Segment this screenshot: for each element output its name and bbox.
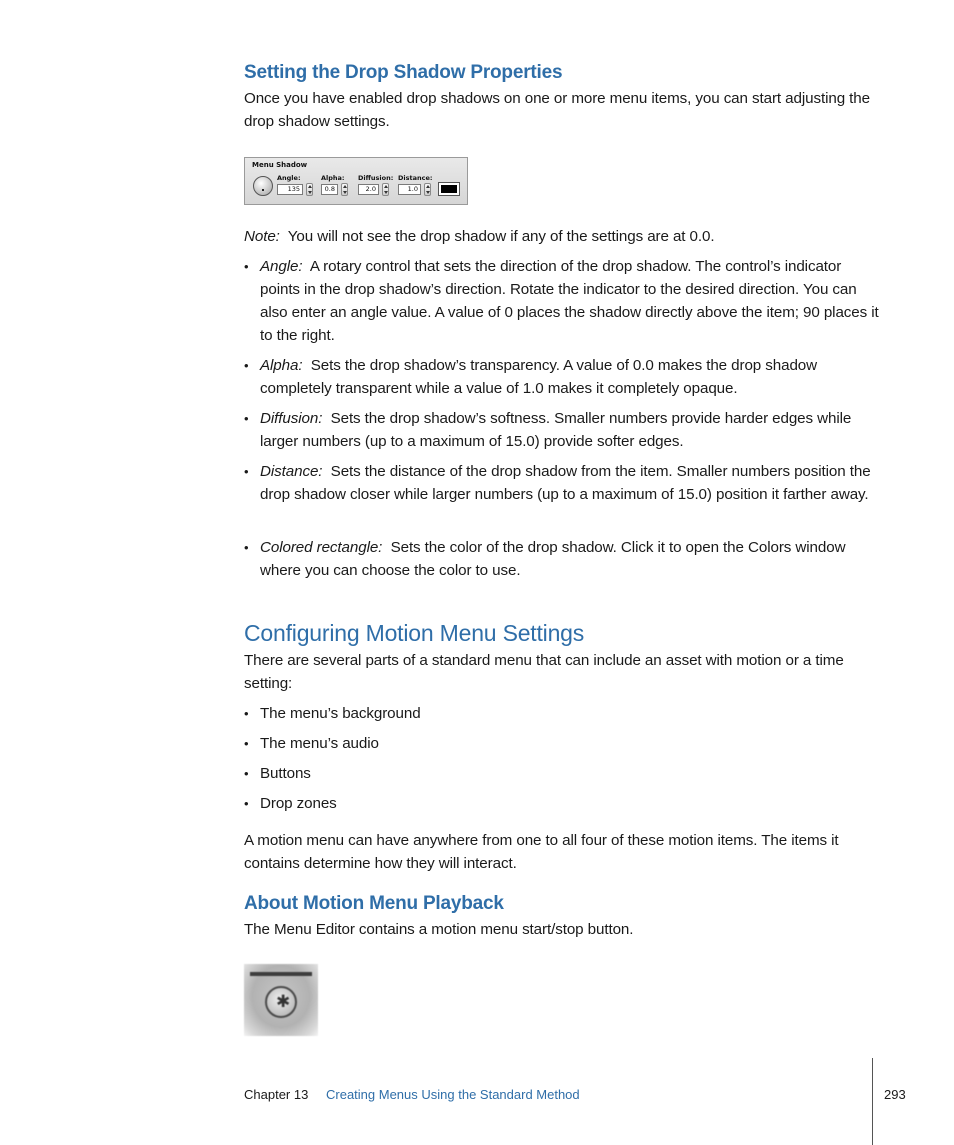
menu-shadow-panel — [244, 157, 468, 205]
section-intro-motion-menu: There are several parts of a standard menu that can include an asset with motion or a time setting: — [244, 652, 844, 692]
list-item — [244, 732, 884, 755]
angle-label: Angle: — [277, 174, 301, 182]
section-heading-drop-shadow: Setting the Drop Shadow Properties — [244, 62, 563, 83]
bullet-dot: • — [244, 706, 249, 721]
running-figure-icon: ✱ — [265, 986, 297, 1018]
distance-stepper[interactable] — [424, 183, 431, 196]
list-item-text: Drop zones — [260, 795, 337, 812]
note-text: You will not see the drop shadow if any of the settings are at 0.0. — [287, 228, 715, 245]
bullet-dot: • — [244, 358, 249, 373]
list-item — [244, 460, 884, 506]
swatch-fill — [441, 185, 457, 193]
list-item — [244, 536, 884, 582]
page-number: 293 — [884, 1087, 906, 1102]
motion-start-stop-button-image — [244, 964, 318, 1036]
footer-chapter: Chapter 13 — [244, 1087, 309, 1102]
bullet-dot: • — [244, 736, 249, 751]
list-item — [244, 792, 884, 815]
bullet-term-alpha: Alpha: — [260, 357, 303, 374]
bullet-dot: • — [244, 796, 249, 811]
list-item — [244, 255, 884, 347]
bullet-text-alpha: Sets the drop shadow’s transparency. A value of 0.0 makes the drop shadow completely transparent while a value of 1.0 makes it completely opaque. — [260, 357, 818, 397]
section-heading-playback: About Motion Menu Playback — [244, 893, 504, 914]
diffusion-field[interactable]: 2.0 — [358, 184, 379, 195]
distance-field[interactable]: 1.0 — [398, 184, 421, 195]
angle-dial[interactable] — [253, 176, 273, 196]
bullet-text-diffusion: Sets the drop shadow’s softness. Smaller numbers provide harder edges while larger numbers (up to a maximum of 15.0) provide softer edges. — [260, 410, 852, 450]
bullet-term-diffusion: Diffusion: — [260, 410, 323, 427]
bullet-dot: • — [244, 540, 249, 555]
diffusion-label: Diffusion: — [358, 174, 394, 182]
list-item — [244, 354, 884, 400]
footer — [0, 1087, 954, 1107]
diffusion-stepper[interactable] — [382, 183, 389, 196]
section-intro-drop-shadow: Once you have enabled drop shadows on one or more menu items, you can start adjusting the drop shadow settings. — [244, 90, 870, 130]
list-item — [244, 762, 884, 785]
bullet-dot: • — [244, 411, 249, 426]
footer-chapter-title[interactable]: Creating Menus Using the Standard Method — [326, 1087, 580, 1102]
bullet-dot: • — [244, 766, 249, 781]
bullet-text-angle: A rotary control that sets the direction of the drop shadow. The control’s indicator points in the drop shadow’s direction. Rotate the indicator to the desired direction. You can also enter an angle value. A value of 0 places the shadow directly above the item; 90 places it to the right. — [260, 258, 879, 344]
alpha-field[interactable]: 0.8 — [321, 184, 338, 195]
bullet-term-colored-rectangle: Colored rectangle: — [260, 539, 383, 556]
angle-stepper[interactable] — [306, 183, 313, 196]
note — [244, 225, 884, 248]
bullet-dot: • — [244, 464, 249, 479]
list-item-text: The menu’s audio — [260, 735, 379, 752]
section-heading-motion-menu: Configuring Motion Menu Settings — [244, 620, 585, 646]
list-item — [244, 702, 884, 725]
shadow-color-swatch[interactable] — [438, 182, 460, 196]
list-item-text: The menu’s background — [260, 705, 421, 722]
alpha-label: Alpha: — [321, 174, 345, 182]
panel-title: Menu Shadow — [252, 161, 308, 169]
list-item-text: Buttons — [260, 765, 311, 782]
distance-label: Distance: — [398, 174, 433, 182]
bullet-text-colored-rectangle: Sets the color of the drop shadow. Click it to open the Colors window where you can choose the color to use. — [260, 539, 846, 579]
note-label: Note: — [244, 228, 280, 245]
section-intro-playback: The Menu Editor contains a motion menu start/stop button. — [244, 921, 634, 938]
alpha-stepper[interactable] — [341, 183, 348, 196]
list-item — [244, 407, 884, 453]
button-top-bar — [250, 972, 312, 976]
bullet-term-distance: Distance: — [260, 463, 323, 480]
angle-field[interactable]: 135 — [277, 184, 303, 195]
bullet-text-distance: Sets the distance of the drop shadow from the item. Smaller numbers position the drop shadow closer while larger numbers (up to a maximum of 15.0) position it farther away. — [260, 463, 871, 503]
angle-indicator — [262, 189, 264, 191]
section-after-motion-menu: A motion menu can have anywhere from one to all four of these motion items. The items it contains determine how they will interact. — [244, 832, 839, 872]
bullet-dot: • — [244, 259, 249, 274]
bullet-term-angle: Angle: — [260, 258, 303, 275]
